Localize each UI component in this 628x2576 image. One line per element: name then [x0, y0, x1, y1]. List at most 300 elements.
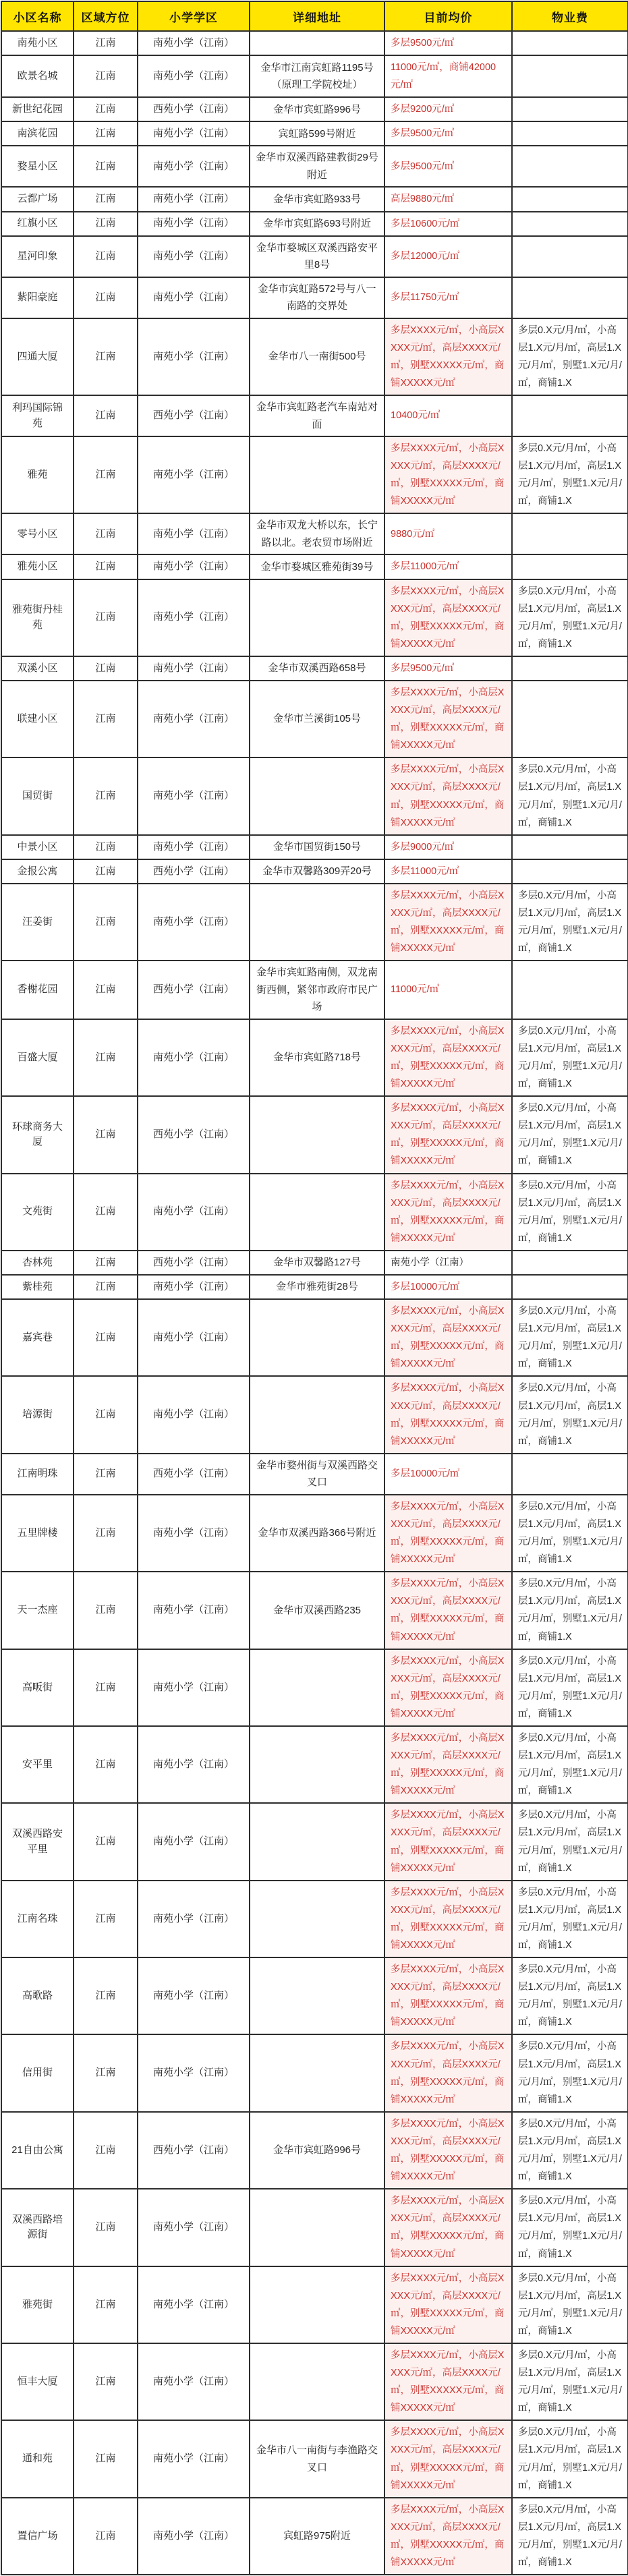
cell-price: 多层XXXX元/㎡，小高层XXXX元/㎡，高层XXXX元/㎡，别墅XXXXX元/㎡，商铺XXXXX元/㎡ — [384, 2112, 512, 2189]
header-row — [1, 1, 628, 31]
cell-fee: 多层0.X元/月/㎡，小高层1.X元/月/㎡，高层1.X元/月/㎡，别墅1.X元/月/㎡，商铺1.X — [512, 579, 628, 656]
table-row — [1, 1495, 628, 1572]
table-row — [1, 97, 628, 121]
cell-name: 婺星小区 — [1, 146, 74, 187]
cell-fee: 多层0.X元/月/㎡，小高层1.X元/月/㎡，高层1.X元/月/㎡，别墅1.X元/月/㎡，商铺1.X — [512, 1803, 628, 1880]
cell-price: 多层XXXX元/㎡，小高层XXXX元/㎡，高层XXXX元/㎡，别墅XXXXX元/㎡，商铺XXXXX元/㎡ — [384, 2343, 512, 2420]
cell-school: 南苑小学（江南） — [138, 554, 250, 579]
cell-address: 金华市宾虹路996号 — [250, 2112, 384, 2189]
table-row — [1, 55, 628, 97]
cell-school: 南苑小学（江南） — [138, 2498, 250, 2575]
cell-price: 多层10000元/㎡ — [384, 1454, 512, 1495]
cell-area: 江南 — [74, 681, 138, 757]
cell-school: 南苑小学（江南） — [138, 318, 250, 395]
table-row — [1, 1299, 628, 1376]
cell-area: 江南 — [74, 1649, 138, 1726]
cell-school: 南苑小学（江南） — [138, 2034, 250, 2111]
cell-school: 南苑小学（江南） — [138, 31, 250, 55]
cell-address: 金华市宾虹路572号与八一南路的交界处 — [250, 277, 384, 318]
cell-school: 南苑小学（江南） — [138, 212, 250, 236]
cell-school: 西苑小学（江南） — [138, 961, 250, 1019]
cell-name: 中景小区 — [1, 835, 74, 859]
cell-price: 10400元/㎡ — [384, 395, 512, 436]
cell-area: 江南 — [74, 212, 138, 236]
cell-fee: 多层0.X元/月/㎡，小高层1.X元/月/㎡，高层1.X元/月/㎡，别墅1.X元/月/㎡，商铺1.X — [512, 1726, 628, 1803]
cell-area: 江南 — [74, 961, 138, 1019]
table-row — [1, 1019, 628, 1096]
cell-fee — [512, 1275, 628, 1299]
table-row — [1, 1251, 628, 1275]
table-row — [1, 1572, 628, 1649]
cell-school: 南苑小学（江南） — [138, 656, 250, 681]
cell-fee — [512, 236, 628, 277]
cell-name: 双溪西路培源街 — [1, 2189, 74, 2266]
table-row — [1, 1096, 628, 1173]
cell-name: 星河印象 — [1, 236, 74, 277]
cell-name: 天一杰座 — [1, 1572, 74, 1649]
cell-area: 江南 — [74, 277, 138, 318]
table-row — [1, 681, 628, 757]
cell-fee: 多层0.X元/月/㎡，小高层1.X元/月/㎡，高层1.X元/月/㎡，别墅1.X元/月/㎡，商铺1.X — [512, 1096, 628, 1173]
cell-name: 信用街 — [1, 2034, 74, 2111]
cell-area: 江南 — [74, 554, 138, 579]
cell-address: 金华市双溪西路658号 — [250, 656, 384, 681]
cell-school: 南苑小学（江南） — [138, 757, 250, 834]
cell-fee: 多层0.X元/月/㎡，小高层1.X元/月/㎡，高层1.X元/月/㎡，别墅1.X元/月/㎡，商铺1.X — [512, 1376, 628, 1453]
cell-area: 江南 — [74, 55, 138, 97]
table-row — [1, 187, 628, 211]
cell-area: 江南 — [74, 835, 138, 859]
cell-address — [250, 884, 384, 961]
column-header-address: 详细地址 — [250, 1, 384, 31]
cell-price: 多层XXXX元/㎡，小高层XXXX元/㎡，高层XXXX元/㎡，别墅XXXXX元/㎡，商铺XXXXX元/㎡ — [384, 757, 512, 834]
cell-area: 江南 — [74, 1251, 138, 1275]
cell-area: 江南 — [74, 1299, 138, 1376]
cell-address: 宾虹路975附近 — [250, 2498, 384, 2575]
cell-address — [250, 1803, 384, 1880]
cell-area: 江南 — [74, 1174, 138, 1251]
cell-address — [250, 1299, 384, 1376]
cell-fee: 多层0.X元/月/㎡，小高层1.X元/月/㎡，高层1.X元/月/㎡，别墅1.X元/月/㎡，商铺1.X — [512, 2343, 628, 2420]
cell-school: 南苑小学（江南） — [138, 1649, 250, 1726]
cell-name: 四通大厦 — [1, 318, 74, 395]
cell-price: 多层XXXX元/㎡，小高层XXXX元/㎡，高层XXXX元/㎡，别墅XXXXX元/㎡，商铺XXXXX元/㎡ — [384, 579, 512, 656]
cell-area: 江南 — [74, 2034, 138, 2111]
table-row — [1, 2189, 628, 2266]
cell-name: 通和苑 — [1, 2420, 74, 2497]
cell-school: 西苑小学（江南） — [138, 1454, 250, 1495]
cell-name: 新世纪花园 — [1, 97, 74, 121]
cell-name: 南滨花园 — [1, 121, 74, 146]
cell-area: 江南 — [74, 1096, 138, 1173]
table-row — [1, 2112, 628, 2189]
cell-fee: 多层0.X元/月/㎡，小高层1.X元/月/㎡，高层1.X元/月/㎡，别墅1.X元/月/㎡，商铺1.X — [512, 2034, 628, 2111]
cell-school: 南苑小学（江南） — [138, 121, 250, 146]
cell-address: 金华市双溪西路建教街29号附近 — [250, 146, 384, 187]
cell-school: 南苑小学（江南） — [138, 1275, 250, 1299]
cell-fee — [512, 55, 628, 97]
cell-school: 南苑小学（江南） — [138, 1495, 250, 1572]
table-row — [1, 1454, 628, 1495]
cell-school: 西苑小学（江南） — [138, 395, 250, 436]
cell-fee: 多层0.X元/月/㎡，小高层1.X元/月/㎡，高层1.X元/月/㎡，别墅1.X元/月/㎡，商铺1.X — [512, 2420, 628, 2497]
cell-address — [250, 1649, 384, 1726]
cell-address: 金华市江南宾虹路1195号（原理工学院校址） — [250, 55, 384, 97]
cell-fee: 多层0.X元/月/㎡，小高层1.X元/月/㎡，高层1.X元/月/㎡，别墅1.X元/月/㎡，商铺1.X — [512, 1299, 628, 1376]
cell-fee: 多层0.X元/月/㎡，小高层1.X元/月/㎡，高层1.X元/月/㎡，别墅1.X元/月/㎡，商铺1.X — [512, 1495, 628, 1572]
column-header-community-name: 小区名称 — [1, 1, 74, 31]
cell-school: 南苑小学（江南） — [138, 1572, 250, 1649]
cell-area: 江南 — [74, 2112, 138, 2189]
column-header-property-fee: 物业费 — [512, 1, 628, 31]
cell-area: 江南 — [74, 884, 138, 961]
column-header-school-district: 小学学区 — [138, 1, 250, 31]
cell-price: 多层XXXX元/㎡，小高层XXXX元/㎡，高层XXXX元/㎡，别墅XXXXX元/㎡，商铺XXXXX元/㎡ — [384, 1376, 512, 1453]
cell-price: 11000元/㎡ — [384, 961, 512, 1019]
cell-price: 多层XXXX元/㎡，小高层XXXX元/㎡，高层XXXX元/㎡，别墅XXXXX元/㎡，商铺XXXXX元/㎡ — [384, 2266, 512, 2343]
cell-fee: 多层0.X元/月/㎡，小高层1.X元/月/㎡，高层1.X元/月/㎡，别墅1.X元/月/㎡，商铺1.X — [512, 1572, 628, 1649]
cell-area: 江南 — [74, 1454, 138, 1495]
cell-price: 多层XXXX元/㎡，小高层XXXX元/㎡，高层XXXX元/㎡，别墅XXXXX元/㎡，商铺XXXXX元/㎡ — [384, 318, 512, 395]
cell-address: 金华市八一南街与李渔路交叉口 — [250, 2420, 384, 2497]
cell-area: 江南 — [74, 121, 138, 146]
cell-price: 多层XXXX元/㎡，小高层XXXX元/㎡，高层XXXX元/㎡，别墅XXXXX元/㎡，商铺XXXXX元/㎡ — [384, 1957, 512, 2034]
cell-area: 江南 — [74, 859, 138, 884]
cell-price: 多层9000元/㎡ — [384, 835, 512, 859]
cell-area: 江南 — [74, 31, 138, 55]
cell-price: 多层XXXX元/㎡，小高层XXXX元/㎡，高层XXXX元/㎡，别墅XXXXX元/㎡，商铺XXXXX元/㎡ — [384, 1495, 512, 1572]
cell-school: 南苑小学（江南） — [138, 236, 250, 277]
cell-school: 南苑小学（江南） — [138, 1803, 250, 1880]
table-row — [1, 579, 628, 656]
cell-school: 西苑小学（江南） — [138, 1096, 250, 1173]
cell-address — [250, 1174, 384, 1251]
cell-address: 金华市八一南街500号 — [250, 318, 384, 395]
school-district-price-table — [1, 1, 628, 2575]
cell-fee — [512, 513, 628, 554]
cell-price: 11000元/㎡，商铺42000元/㎡ — [384, 55, 512, 97]
cell-name: 五里牌楼 — [1, 1495, 74, 1572]
cell-address — [250, 2034, 384, 2111]
table-row — [1, 2343, 628, 2420]
cell-price: 多层11000元/㎡ — [384, 554, 512, 579]
table-row — [1, 2266, 628, 2343]
cell-address — [250, 31, 384, 55]
cell-fee: 多层0.X元/月/㎡，小高层1.X元/月/㎡，高层1.X元/月/㎡，别墅1.X元/月/㎡，商铺1.X — [512, 2189, 628, 2266]
cell-fee: 多层0.X元/月/㎡，小高层1.X元/月/㎡，高层1.X元/月/㎡，别墅1.X元/月/㎡，商铺1.X — [512, 2112, 628, 2189]
cell-address — [250, 1376, 384, 1453]
cell-price: 多层XXXX元/㎡，小高层XXXX元/㎡，高层XXXX元/㎡，别墅XXXXX元/㎡，商铺XXXXX元/㎡ — [384, 884, 512, 961]
cell-price: 多层XXXX元/㎡，小高层XXXX元/㎡，高层XXXX元/㎡，别墅XXXXX元/㎡，商铺XXXXX元/㎡ — [384, 2189, 512, 2266]
cell-school: 南苑小学（江南） — [138, 146, 250, 187]
cell-price: 多层XXXX元/㎡，小高层XXXX元/㎡，高层XXXX元/㎡，别墅XXXXX元/㎡，商铺XXXXX元/㎡ — [384, 1649, 512, 1726]
cell-name: 双溪西路安平里 — [1, 1803, 74, 1880]
cell-school: 南苑小学（江南） — [138, 2266, 250, 2343]
cell-area: 江南 — [74, 2189, 138, 2266]
cell-name: 雅苑街 — [1, 2266, 74, 2343]
cell-fee — [512, 961, 628, 1019]
cell-fee: 多层0.X元/月/㎡，小高层1.X元/月/㎡，高层1.X元/月/㎡，别墅1.X元/月/㎡，商铺1.X — [512, 1174, 628, 1251]
cell-name: 汪姜街 — [1, 884, 74, 961]
cell-area: 江南 — [74, 757, 138, 834]
cell-price: 多层XXXX元/㎡，小高层XXXX元/㎡，高层XXXX元/㎡，别墅XXXXX元/㎡，商铺XXXXX元/㎡ — [384, 2420, 512, 2497]
cell-school: 南苑小学（江南） — [138, 436, 250, 513]
cell-address: 金华市双龙大桥以东，长宁路以北。老农贸市场附近 — [250, 513, 384, 554]
cell-fee: 多层0.X元/月/㎡，小高层1.X元/月/㎡，高层1.X元/月/㎡，别墅1.X元/月/㎡，商铺1.X — [512, 436, 628, 513]
cell-address: 宾虹路599号附近 — [250, 121, 384, 146]
cell-address: 金华市宾虹路996号 — [250, 97, 384, 121]
cell-name: 红旗小区 — [1, 212, 74, 236]
cell-name: 环球商务大厦 — [1, 1096, 74, 1173]
cell-area: 江南 — [74, 513, 138, 554]
table-row — [1, 513, 628, 554]
cell-school: 南苑小学（江南） — [138, 884, 250, 961]
cell-fee — [512, 554, 628, 579]
cell-address: 金华市宾虹路933号 — [250, 187, 384, 211]
cell-fee — [512, 656, 628, 681]
cell-fee: 多层0.X元/月/㎡，小高层1.X元/月/㎡，高层1.X元/月/㎡，别墅1.X元/月/㎡，商铺1.X — [512, 757, 628, 834]
cell-fee: 多层0.X元/月/㎡，小高层1.X元/月/㎡，高层1.X元/月/㎡，别墅1.X元/月/㎡，商铺1.X — [512, 1649, 628, 1726]
cell-area: 江南 — [74, 236, 138, 277]
cell-price: 多层10600元/㎡ — [384, 212, 512, 236]
cell-area: 江南 — [74, 395, 138, 436]
cell-area: 江南 — [74, 1726, 138, 1803]
cell-area: 江南 — [74, 187, 138, 211]
cell-address: 金华市宾虹路老汽车南站对面 — [250, 395, 384, 436]
cell-address: 金华市国贸街150号 — [250, 835, 384, 859]
table-row — [1, 121, 628, 146]
table-row — [1, 859, 628, 884]
cell-fee — [512, 277, 628, 318]
cell-name: 欧景名城 — [1, 55, 74, 97]
cell-school: 西苑小学（江南） — [138, 97, 250, 121]
cell-name: 江南名珠 — [1, 1881, 74, 1957]
cell-fee: 多层0.X元/月/㎡，小高层1.X元/月/㎡，高层1.X元/月/㎡，别墅1.X元/月/㎡，商铺1.X — [512, 2498, 628, 2575]
table-row — [1, 2420, 628, 2497]
cell-area: 江南 — [74, 2266, 138, 2343]
table-row — [1, 236, 628, 277]
cell-name: 零号小区 — [1, 513, 74, 554]
table-row — [1, 757, 628, 834]
cell-price: 多层XXXX元/㎡，小高层XXXX元/㎡，高层XXXX元/㎡，别墅XXXXX元/㎡，商铺XXXXX元/㎡ — [384, 1803, 512, 1880]
cell-school: 南苑小学（江南） — [138, 513, 250, 554]
table-row — [1, 2498, 628, 2575]
cell-price: 多层10000元/㎡ — [384, 1275, 512, 1299]
cell-price: 多层9200元/㎡ — [384, 97, 512, 121]
cell-area: 江南 — [74, 1572, 138, 1649]
cell-price: 9880元/㎡ — [384, 513, 512, 554]
cell-price: 多层9500元/㎡ — [384, 656, 512, 681]
cell-fee — [512, 681, 628, 757]
cell-address — [250, 1957, 384, 2034]
cell-address — [250, 436, 384, 513]
cell-price: 多层XXXX元/㎡，小高层XXXX元/㎡，高层XXXX元/㎡，别墅XXXXX元/㎡，商铺XXXXX元/㎡ — [384, 1299, 512, 1376]
cell-name: 雅苑街丹桂苑 — [1, 579, 74, 656]
cell-name: 利玛国际锦苑 — [1, 395, 74, 436]
cell-address: 金华市双溪西路366号附近 — [250, 1495, 384, 1572]
cell-area: 江南 — [74, 2420, 138, 2497]
cell-school: 南苑小学（江南） — [138, 1957, 250, 2034]
cell-fee — [512, 1454, 628, 1495]
cell-address — [250, 1096, 384, 1173]
cell-name: 国贸街 — [1, 757, 74, 834]
cell-area: 江南 — [74, 2343, 138, 2420]
cell-address: 金华市双馨路309弄20号 — [250, 859, 384, 884]
cell-area: 江南 — [74, 579, 138, 656]
cell-address: 金华市兰溪街105号 — [250, 681, 384, 757]
cell-address — [250, 2266, 384, 2343]
cell-fee: 多层0.X元/月/㎡，小高层1.X元/月/㎡，高层1.X元/月/㎡，别墅1.X元/月/㎡，商铺1.X — [512, 1881, 628, 1957]
cell-fee — [512, 835, 628, 859]
table-row — [1, 656, 628, 681]
cell-address — [250, 579, 384, 656]
cell-name: 雅苑 — [1, 436, 74, 513]
cell-address: 金华市婺城区雅苑街39号 — [250, 554, 384, 579]
cell-area: 江南 — [74, 1376, 138, 1453]
table-row — [1, 31, 628, 55]
cell-address: 金华市宾虹路693号附近 — [250, 212, 384, 236]
cell-price: 多层12000元/㎡ — [384, 236, 512, 277]
cell-address: 金华市雅苑街28号 — [250, 1275, 384, 1299]
cell-area: 江南 — [74, 318, 138, 395]
cell-school: 南苑小学（江南） — [138, 1299, 250, 1376]
cell-name: 21自由公寓 — [1, 2112, 74, 2189]
cell-price: 多层9500元/㎡ — [384, 146, 512, 187]
cell-school: 南苑小学（江南） — [138, 1174, 250, 1251]
cell-name: 香榭花园 — [1, 961, 74, 1019]
table-row — [1, 1275, 628, 1299]
cell-address — [250, 1881, 384, 1957]
cell-address — [250, 1726, 384, 1803]
cell-price: 多层XXXX元/㎡，小高层XXXX元/㎡，高层XXXX元/㎡，别墅XXXXX元/㎡，商铺XXXXX元/㎡ — [384, 681, 512, 757]
cell-name: 恒丰大厦 — [1, 2343, 74, 2420]
cell-fee — [512, 31, 628, 55]
cell-school: 南苑小学（江南） — [138, 277, 250, 318]
cell-fee: 多层0.X元/月/㎡，小高层1.X元/月/㎡，高层1.X元/月/㎡，别墅1.X元/月/㎡，商铺1.X — [512, 1957, 628, 2034]
cell-address — [250, 2343, 384, 2420]
table-header — [1, 1, 628, 31]
cell-address: 金华市婺州街与双溪西路交叉口 — [250, 1454, 384, 1495]
table-row — [1, 1726, 628, 1803]
cell-address: 金华市宾虹路718号 — [250, 1019, 384, 1096]
cell-fee: 多层0.X元/月/㎡，小高层1.X元/月/㎡，高层1.X元/月/㎡，别墅1.X元/月/㎡，商铺1.X — [512, 1019, 628, 1096]
table-row — [1, 277, 628, 318]
cell-address: 金华市双馨路127号 — [250, 1251, 384, 1275]
cell-price: 多层XXXX元/㎡，小高层XXXX元/㎡，高层XXXX元/㎡，别墅XXXXX元/㎡，商铺XXXXX元/㎡ — [384, 436, 512, 513]
cell-school: 西苑小学（江南） — [138, 859, 250, 884]
cell-area: 江南 — [74, 436, 138, 513]
cell-price: 多层XXXX元/㎡，小高层XXXX元/㎡，高层XXXX元/㎡，别墅XXXXX元/㎡，商铺XXXXX元/㎡ — [384, 1019, 512, 1096]
cell-price: 多层XXXX元/㎡，小高层XXXX元/㎡，高层XXXX元/㎡，别墅XXXXX元/㎡，商铺XXXXX元/㎡ — [384, 2498, 512, 2575]
cell-address: 金华市宾虹路南侧，双龙南街西侧，紧邻市政府市民广场 — [250, 961, 384, 1019]
cell-area: 江南 — [74, 146, 138, 187]
cell-fee — [512, 146, 628, 187]
table-row — [1, 884, 628, 961]
table-row — [1, 436, 628, 513]
cell-area: 江南 — [74, 1957, 138, 2034]
cell-area: 江南 — [74, 656, 138, 681]
cell-name: 嘉宾巷 — [1, 1299, 74, 1376]
cell-fee: 多层0.X元/月/㎡，小高层1.X元/月/㎡，高层1.X元/月/㎡，别墅1.X元/月/㎡，商铺1.X — [512, 2266, 628, 2343]
table-row — [1, 961, 628, 1019]
table-row — [1, 1957, 628, 2034]
cell-price: 多层XXXX元/㎡，小高层XXXX元/㎡，高层XXXX元/㎡，别墅XXXXX元/㎡，商铺XXXXX元/㎡ — [384, 1881, 512, 1957]
cell-price: 多层9500元/㎡ — [384, 121, 512, 146]
table-row — [1, 554, 628, 579]
cell-address — [250, 2189, 384, 2266]
cell-name: 紫阳豪庭 — [1, 277, 74, 318]
table-row — [1, 1174, 628, 1251]
cell-address: 金华市双溪西路235 — [250, 1572, 384, 1649]
table-row — [1, 1803, 628, 1880]
cell-area: 江南 — [74, 97, 138, 121]
cell-address: 金华市婺城区双溪西路安平里8号 — [250, 236, 384, 277]
table-row — [1, 1376, 628, 1453]
cell-name: 紫桂苑 — [1, 1275, 74, 1299]
table-row — [1, 146, 628, 187]
cell-price: 多层XXXX元/㎡，小高层XXXX元/㎡，高层XXXX元/㎡，别墅XXXXX元/㎡，商铺XXXXX元/㎡ — [384, 1174, 512, 1251]
cell-fee — [512, 212, 628, 236]
table-row — [1, 395, 628, 436]
cell-school: 南苑小学（江南） — [138, 681, 250, 757]
cell-school: 南苑小学（江南） — [138, 2343, 250, 2420]
cell-school: 南苑小学（江南） — [138, 1881, 250, 1957]
cell-school: 南苑小学（江南） — [138, 1376, 250, 1453]
cell-price: 多层9500元/㎡ — [384, 31, 512, 55]
cell-area: 江南 — [74, 1803, 138, 1880]
cell-school: 南苑小学（江南） — [138, 1019, 250, 1096]
cell-name: 安平里 — [1, 1726, 74, 1803]
cell-fee: 多层0.X元/月/㎡，小高层1.X元/月/㎡，高层1.X元/月/㎡，别墅1.X元/月/㎡，商铺1.X — [512, 884, 628, 961]
cell-area: 江南 — [74, 1275, 138, 1299]
cell-school: 南苑小学（江南） — [138, 2420, 250, 2497]
cell-fee: 多层0.X元/月/㎡，小高层1.X元/月/㎡，高层1.X元/月/㎡，别墅1.X元/月/㎡，商铺1.X — [512, 318, 628, 395]
cell-price: 高层9880元/㎡ — [384, 187, 512, 211]
cell-name: 双溪小区 — [1, 656, 74, 681]
cell-name: 南苑小区 — [1, 31, 74, 55]
cell-fee — [512, 121, 628, 146]
cell-school: 南苑小学（江南） — [138, 2189, 250, 2266]
cell-name: 置信广场 — [1, 2498, 74, 2575]
cell-name: 杏林苑 — [1, 1251, 74, 1275]
cell-area: 江南 — [74, 1019, 138, 1096]
cell-price: 多层11750元/㎡ — [384, 277, 512, 318]
cell-price: 多层XXXX元/㎡，小高层XXXX元/㎡，高层XXXX元/㎡，别墅XXXXX元/㎡，商铺XXXXX元/㎡ — [384, 1726, 512, 1803]
cell-name: 高畈街 — [1, 1649, 74, 1726]
cell-name: 金报公寓 — [1, 859, 74, 884]
cell-name: 联建小区 — [1, 681, 74, 757]
cell-fee — [512, 1251, 628, 1275]
cell-name: 培源街 — [1, 1376, 74, 1453]
cell-name: 高歌路 — [1, 1957, 74, 2034]
cell-school: 西苑小学（江南） — [138, 2112, 250, 2189]
table-body — [1, 31, 628, 2575]
table-row — [1, 835, 628, 859]
cell-school: 南苑小学（江南） — [138, 835, 250, 859]
cell-fee — [512, 395, 628, 436]
table-row — [1, 318, 628, 395]
cell-school: 南苑小学（江南） — [138, 579, 250, 656]
cell-fee — [512, 187, 628, 211]
cell-school: 南苑小学（江南） — [138, 55, 250, 97]
cell-school: 南苑小学（江南） — [138, 187, 250, 211]
cell-fee — [512, 859, 628, 884]
cell-price: 多层XXXX元/㎡，小高层XXXX元/㎡，高层XXXX元/㎡，别墅XXXXX元/㎡，商铺XXXXX元/㎡ — [384, 2034, 512, 2111]
cell-name: 百盛大厦 — [1, 1019, 74, 1096]
cell-price: 多层XXXX元/㎡，小高层XXXX元/㎡，高层XXXX元/㎡，别墅XXXXX元/㎡，商铺XXXXX元/㎡ — [384, 1096, 512, 1173]
cell-name: 文苑街 — [1, 1174, 74, 1251]
cell-address — [250, 757, 384, 834]
